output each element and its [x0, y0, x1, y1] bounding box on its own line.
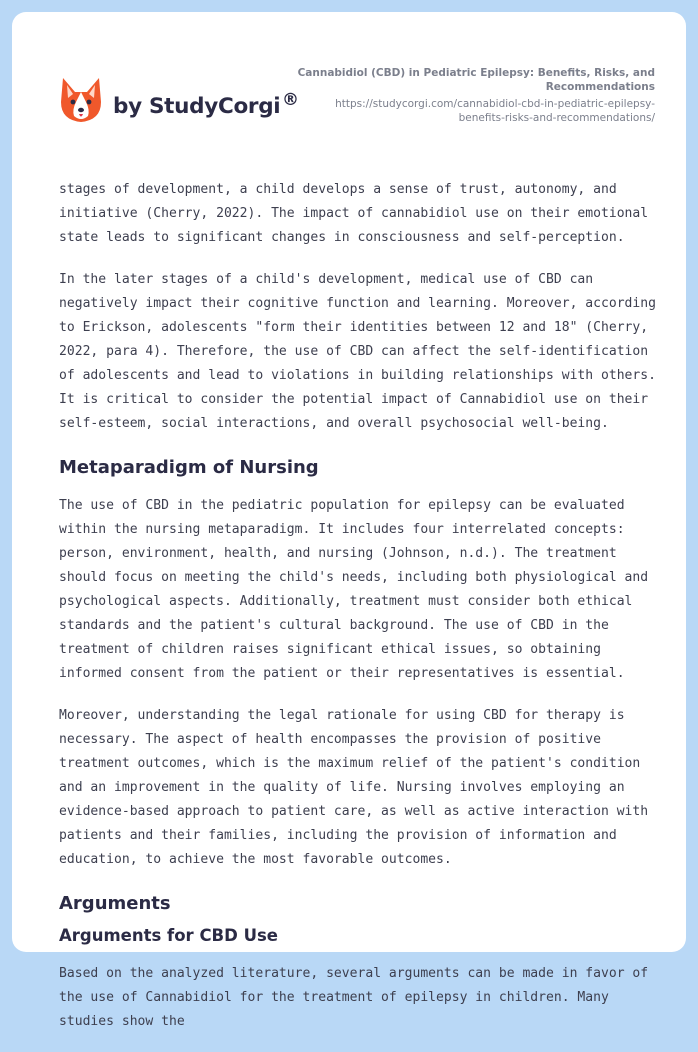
paragraph: The use of CBD in the pediatric population for epilepsy can be evaluated within the nursing metaparadigm. It includes four interrelated concepts: person, environment, health, and nursing (Johnson, n.d.). The treatment should focus on meeting the child's needs, including both physiological and psychological aspects. Additionally, treatment must consider both ethical standards and the patient's cultural background. The use of CBD in the treatment of children raises significant ethical issues, so obtaining informed consent from the patient or their representatives is essential. — [59, 498, 649, 681]
paragraph: stages of development, a child develops a sense of trust, autonomy, and initiative (Cherry, 2022). The impact of cannabidiol use on their emotional state leads to significant changes in consciousness and self-perception. — [59, 182, 649, 245]
source-url-link[interactable]: https://studycorgi.com/cannabidiol-cbd-in-pediatric-epilepsy-benefits-risks-and-recommendations/ — [335, 98, 655, 124]
registered-mark: ® — [282, 90, 299, 110]
paragraph: In the later stages of a child's development, medical use of CBD can negatively impact their cognitive function and learning. Moreover, according to Erickson, adolescents "form their identities between 12 and 18" (Cherry, 2022, para 4). Therefore, the use of CBD can affect the self-identification of adolescents and lead to violations in building relationships with others. It is critical to consider the potential impact of Cannabidiol use on their self-esteem, social interactions, and overall psychosocial well-being. — [59, 272, 656, 431]
article-body — [59, 178, 659, 1052]
logo-wordmark: by StudyCorgi — [113, 94, 281, 119]
page-card — [12, 12, 686, 1029]
corgi-logo-icon — [60, 76, 102, 124]
paragraph: Moreover, understanding the legal rationale for using CBD for therapy is necessary. The aspect of health encompasses the provision of positive treatment outcomes, which is the maximum relief of the patient's condition and an improvement in the quality of life. Nursing involves employing an evidence-based approach to patient care, as well as active interaction with patients and their families, including the provision of information and education, to achieve the most favorable outcomes. — [59, 708, 649, 867]
paragraph: Based on the analyzed literature, several arguments can be made in favor of the use of Cannabidiol for the treatment of epilepsy in children. Many studies show the — [59, 966, 649, 1029]
source-title: Cannabidiol (CBD) in Pediatric Epilepsy: Benefits, Risks, and Recommendations — [297, 67, 655, 93]
section-heading: Arguments — [59, 893, 171, 914]
subsection-heading: Arguments for CBD Use — [59, 926, 278, 945]
studycorgi-logo[interactable] — [60, 76, 310, 132]
section-heading: Metaparadigm of Nursing — [59, 457, 319, 478]
